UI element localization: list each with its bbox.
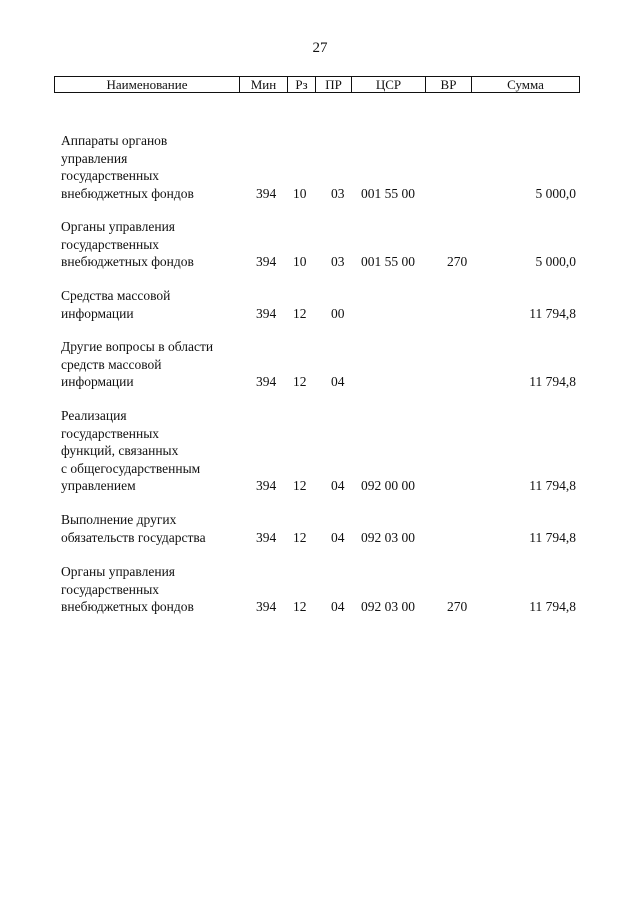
row-name-line: Другие вопросы в области: [61, 339, 214, 354]
cell-vr: 270: [447, 254, 468, 269]
row-name-line: управления: [61, 150, 128, 166]
cell-sum: 11 794,8: [529, 529, 576, 545]
cell-min: 394: [256, 599, 277, 614]
cell-min: 394: [256, 185, 277, 201]
cell-pr: 03: [331, 254, 345, 269]
cell-rz: 12: [293, 529, 307, 545]
cell-sum: 11 794,8: [529, 599, 576, 614]
table-header: [54, 76, 580, 93]
header-min: Мин: [240, 77, 288, 92]
cell-sum: 5 000,0: [535, 254, 576, 269]
row-name-line: информации: [61, 305, 134, 321]
cell-pr: 04: [331, 374, 345, 389]
header-vr: ВР: [426, 77, 472, 92]
cell-csr: 092 03 00: [361, 529, 415, 545]
cell-csr: 001 55 00: [361, 185, 415, 201]
table-row: [61, 407, 580, 495]
row-name-line: внебюджетных фондов: [61, 185, 194, 201]
table-row: [61, 511, 580, 546]
row-name-line: обязательств государства: [61, 529, 206, 545]
row-name-line: информации: [61, 374, 134, 389]
table-row: [61, 287, 580, 322]
header-csr: ЦСР: [352, 77, 426, 92]
row-name-line: государственных: [61, 425, 160, 441]
row-name-line: функций, связанных: [61, 443, 179, 458]
cell-sum: 5 000,0: [535, 185, 576, 201]
cell-rz: 12: [293, 374, 307, 389]
table-row: [61, 338, 580, 391]
page-number: 27: [312, 40, 328, 56]
row-name-line: Аппараты органов: [61, 133, 168, 148]
row-name-line: Реализация: [61, 408, 127, 423]
cell-min: 394: [256, 254, 277, 269]
row-name-line: государственных: [61, 168, 160, 183]
cell-sum: 11 794,8: [529, 305, 576, 321]
cell-csr: 001 55 00: [361, 254, 415, 269]
table-row: [61, 563, 580, 616]
row-name-line: Выполнение других: [61, 512, 177, 527]
cell-min: 394: [256, 305, 277, 321]
cell-min: 394: [256, 374, 277, 389]
row-name-line: с общегосударственным: [61, 460, 201, 476]
row-name-line: управлением: [61, 478, 136, 493]
cell-csr: 092 00 00: [361, 478, 415, 493]
cell-rz: 12: [293, 599, 307, 614]
cell-pr: 04: [331, 529, 345, 545]
cell-csr: 092 03 00: [361, 599, 415, 614]
row-name-line: внебюджетных фондов: [61, 599, 194, 614]
cell-vr: 270: [447, 599, 468, 614]
cell-pr: 04: [331, 599, 345, 614]
row-name-line: государственных: [61, 236, 160, 252]
cell-pr: 03: [331, 185, 345, 201]
table-row: [61, 132, 580, 202]
cell-pr: 04: [331, 478, 345, 493]
row-name-line: Органы управления: [61, 219, 175, 234]
cell-pr: 00: [331, 305, 345, 321]
row-name-line: Органы управления: [61, 564, 175, 579]
header-rz: Рз: [288, 77, 316, 92]
row-name-line: средств массовой: [61, 356, 162, 372]
cell-rz: 10: [293, 254, 307, 269]
cell-sum: 11 794,8: [529, 478, 576, 493]
row-name-line: внебюджетных фондов: [61, 254, 194, 269]
table-row: [61, 218, 580, 271]
cell-min: 394: [256, 478, 277, 493]
row-name-line: государственных: [61, 581, 160, 597]
header-pr: ПР: [316, 77, 352, 92]
row-name-line: Средства массовой: [61, 288, 171, 303]
cell-rz: 10: [293, 185, 307, 201]
cell-sum: 11 794,8: [529, 374, 576, 389]
header-name: Наименование: [55, 77, 240, 92]
header-sum: Сумма: [507, 77, 544, 92]
cell-min: 394: [256, 529, 277, 545]
cell-rz: 12: [293, 478, 307, 493]
cell-rz: 12: [293, 305, 307, 321]
